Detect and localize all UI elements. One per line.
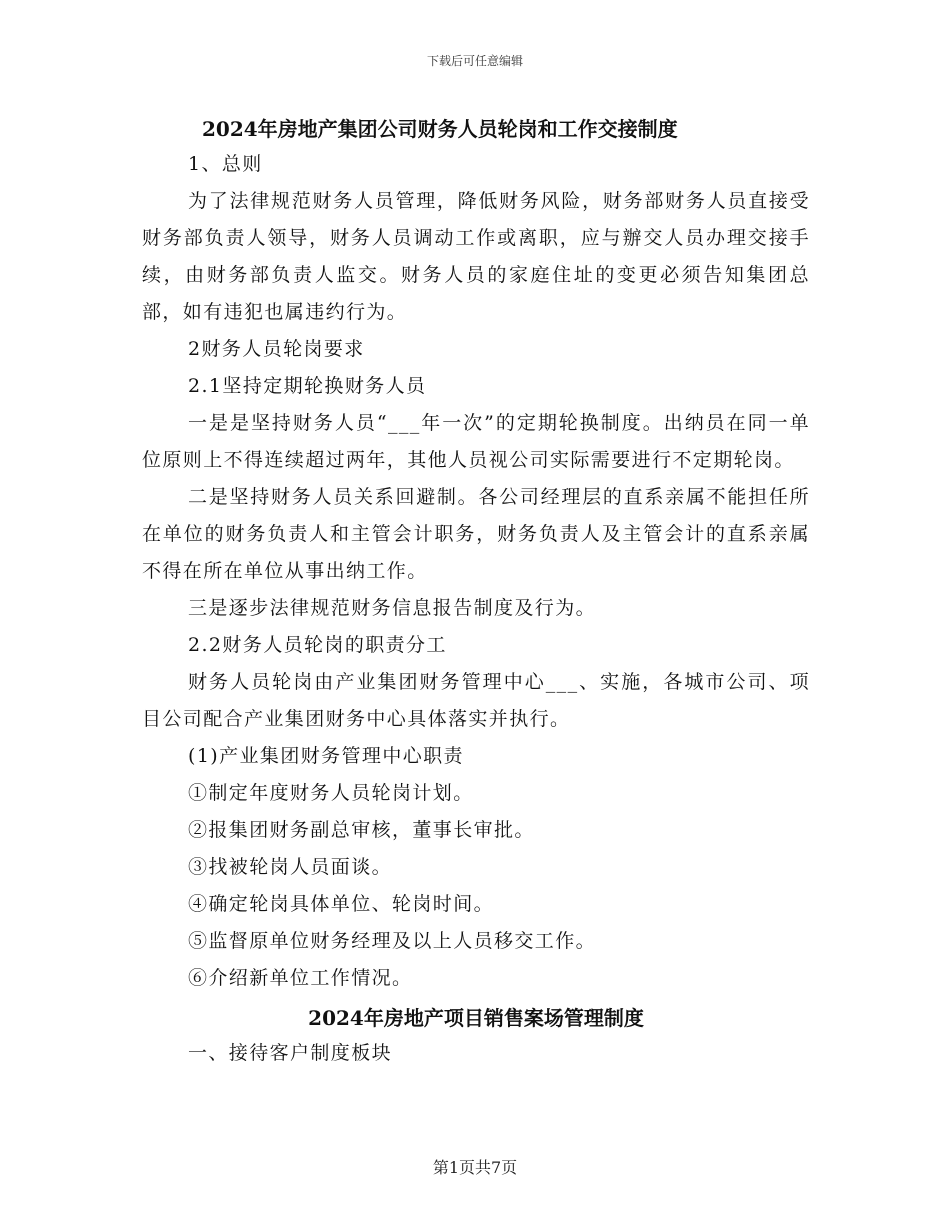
document-title-2: 2024年房地产项目销售案场管理制度 — [308, 1006, 644, 1030]
paragraph: 为了法律规范财务人员管理，降低财务风险，财务部财务人员直接受财务部负责人领导，财务人员调动工作或离职，应与辦交人员办理交接手续，由财务部负责人监交。财务人员的家庭住址的变更必须告知集团总部，如有违犯也属违约行为。 — [142, 190, 810, 323]
section-heading: 2财务人员轮岗要求 — [188, 338, 365, 360]
paragraph: 三是逐步法律规范财务信息报告制度及行为。 — [188, 597, 597, 619]
section-heading: 一、接待客户制度板块 — [188, 1042, 393, 1064]
page-header: 下载后可任意编辑 — [426, 54, 523, 68]
document-body — [142, 112, 810, 1072]
list-item: ⑥介绍新单位工作情况。 — [188, 967, 413, 989]
list-item: ①制定年度财务人员轮岗计划。 — [188, 782, 474, 804]
section-heading: 1、总则 — [188, 153, 263, 175]
subsection-heading: (1)产业集团财务管理中心职责 — [188, 745, 464, 767]
document-title: 2024年房地产集团公司财务人员轮岗和工作交接制度 — [202, 117, 678, 141]
list-item: ⑤监督原单位财务经理及以上人员移交工作。 — [188, 930, 597, 952]
page-footer: 第1页共7页 — [432, 1158, 518, 1177]
list-item: ②报集团财务副总审核，董事长审批。 — [188, 819, 535, 841]
subsection-heading: 2.2财务人员轮岗的职责分工 — [188, 634, 447, 656]
list-item: ④确定轮岗具体单位、轮岗时间。 — [188, 893, 495, 915]
paragraph: 二是坚持财务人员关系回避制。各公司经理层的直系亲属不能担任所在单位的财务负责人和主管会计职务，财务负责人及主管会计的直系亲属不得在所在单位从事出纳工作。 — [142, 486, 810, 582]
list-item: ③找被轮岗人员面谈。 — [188, 856, 393, 878]
paragraph: 一是是坚持财务人员“___年一次”的定期轮换制度。出纳员在同一单位原则上不得连续超过两年，其他人员视公司实际需要进行不定期轮岗。 — [142, 412, 810, 471]
paragraph: 财务人员轮岗由产业集团财务管理中心___、实施，各城市公司、项目公司配合产业集团财务中心具体落实并执行。 — [142, 671, 810, 730]
subsection-heading: 2.1坚持定期轮换财务人员 — [188, 375, 427, 397]
